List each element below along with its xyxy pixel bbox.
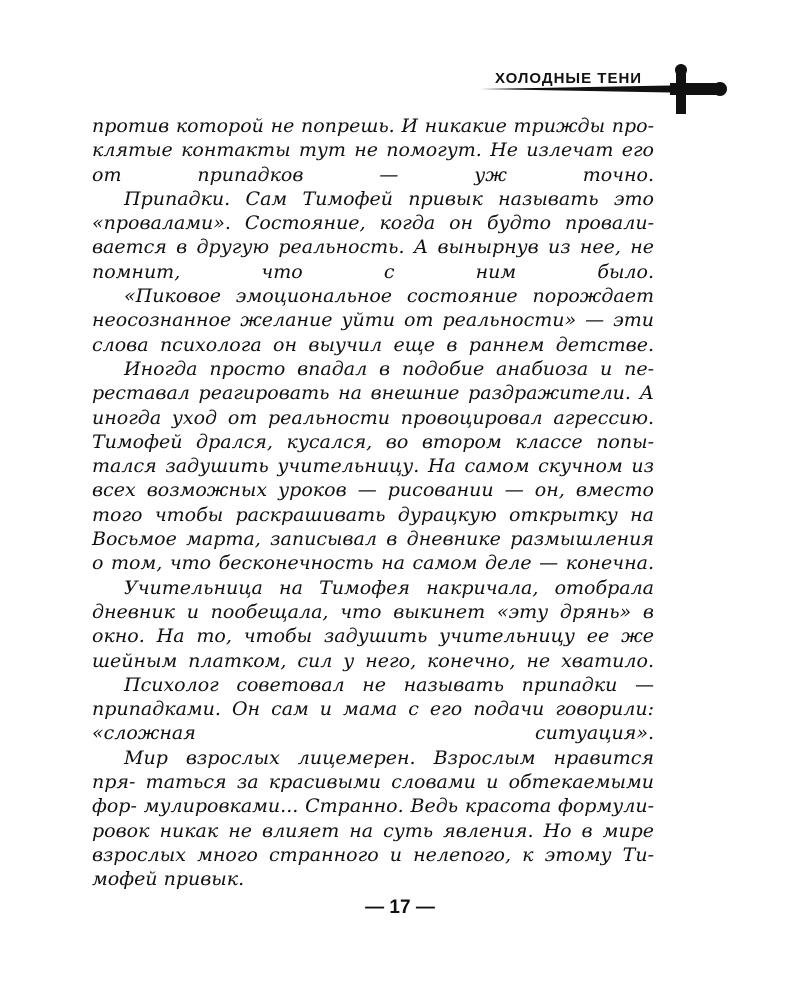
paragraph: Иногда просто впадал в подобие анабиоза и пе- реставал реагировать на внешние раздражители. А иногда уход от реальности провоцировал агрессию. Тимофей дрался, кусался, во втором классе попы- тался задушить учительницу. На самом скучном из всех возможных уроков — рисовании — он, вместо того чтобы раскрашивать дурацкую открытку на Восьмое марта, записывал в дневнике размышления о том, что бесконечность на самом деле — конечна.	[92, 357, 655, 575]
paragraph: против которой не попрешь. И никакие трижды про- клятые контакты тут не помогут. Не излечат его от припадков — уж точно.	[92, 115, 654, 186]
page-number: — 17 —	[365, 897, 435, 918]
paragraph: «Пиковое эмоциональное состояние порождает неосознанное желание уйти от реальности» — эти слова психолога он выучил еще в раннем детстве.	[92, 285, 654, 356]
paragraph: Учительница на Тимофея накричала, отобрала дневник и пообещала, что выкинет «эту дрянь» в окно. На то, чтобы задушить учительницу ее же шейным платком, сил у него, конечно, не хватило.	[92, 576, 654, 672]
running-header	[480, 58, 740, 118]
paragraph: Психолог советовал не называть припадки — припадками. Он сам и мама с его подачи говорили: «сложная ситуация».	[92, 673, 654, 745]
body-text	[92, 114, 654, 892]
dagger-ornament-icon	[480, 58, 740, 118]
running-header-title: ХОЛОДНЫЕ ТЕНИ	[495, 70, 643, 87]
paragraph: Мир взрослых лицемерен. Взрослым нравится пря- таться за красивыми словами и обтекаемыми фор- мулировками... Странно. Ведь красота формули- ровок никак не влияет на суть явления. Но в мире взрослых много странного и нелепого, к этому Ти- мофей привык.	[92, 746, 655, 891]
paragraph: Припадки. Сам Тимофей привык называть это «провалами». Состояние, когда он будто провали- вается в другую реальность. А вынырнув из нее, не помнит, что с ним было.	[92, 187, 654, 283]
